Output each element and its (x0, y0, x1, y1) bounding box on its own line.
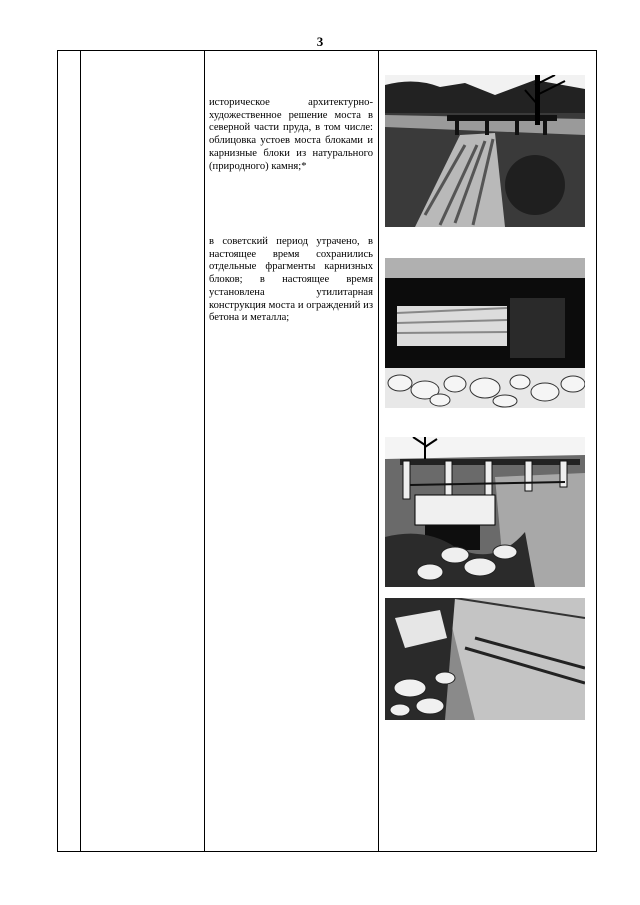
column-divider (204, 51, 205, 851)
historic-paragraph: историческое архитектурно-художественное решение моста в северной части пруда, в том числе: облицовка устоев моста блоками и карнизные блоки из натурального (природного) камня;* (209, 97, 373, 172)
photo-abutment-closeup (385, 598, 585, 720)
current-state-paragraph: в советский период утрачено, в настоящее время сохранились отдельные фрагменты карнизных блоков; в настоящее время установлена утилитарная конструкция моста и ограждений из бетона и металла; (209, 236, 373, 324)
photo-bridge-approach (385, 75, 585, 227)
page-number: 3 (316, 34, 324, 49)
photo-bridge-abutment (385, 258, 585, 408)
photo-bridge-railing (385, 437, 585, 587)
column-divider (80, 51, 81, 851)
column-divider (378, 51, 379, 851)
